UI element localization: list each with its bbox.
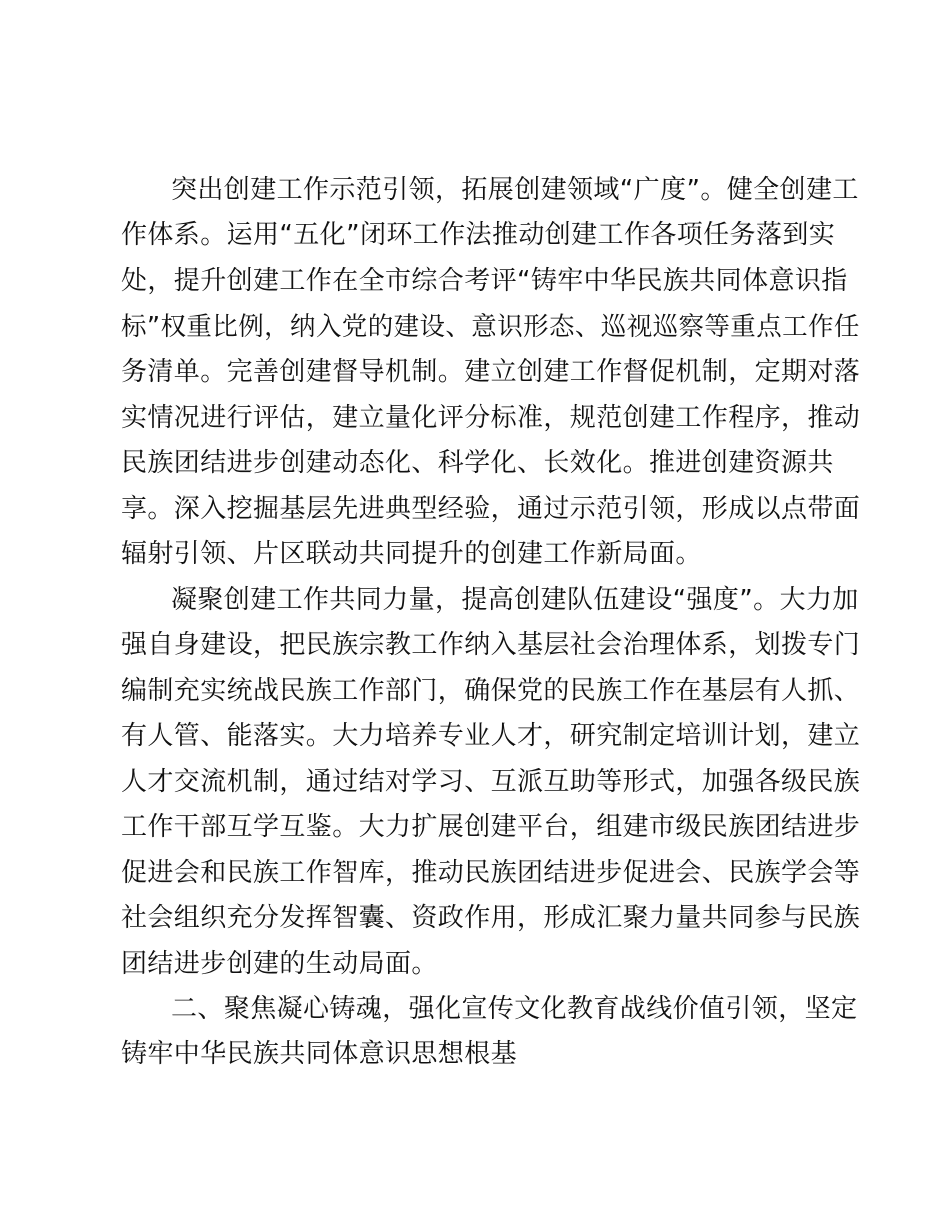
paragraph-line: 作体系。运用“五化”闭环工作法推动创建工作各项任务落到实: [121, 220, 836, 250]
paragraph-line: 社会组织充分发挥智囊、资政作用，形成汇聚力量共同参与民族: [121, 903, 861, 933]
paragraph-line: 务清单。完善创建督导机制。建立创建工作督促机制，定期对落: [121, 357, 861, 387]
paragraph-line: 团结进步创建的生动局面。: [121, 949, 438, 979]
paragraph-line: 强自身建设，把民族宗教工作纳入基层社会治理体系，划拨专门: [121, 630, 861, 660]
heading-line: 铸牢中华民族共同体意识思想根基: [121, 1039, 518, 1069]
paragraph-line: 工作干部互学互鉴。大力扩展创建平台，组建市级民族团结进步: [121, 812, 861, 842]
paragraph-line: 人才交流机制，通过结对学习、互派互助等形式，加强各级民族: [121, 767, 861, 797]
paragraph-line: 突出创建工作示范引领，拓展创建领域“广度”。健全创建工: [171, 175, 859, 205]
paragraph-line: 编制充实统战民族工作部门，确保党的民族工作在基层有人抓、: [121, 676, 861, 706]
paragraph-line: 凝聚创建工作共同力量，提高创建队伍建设“强度”。大力加: [171, 585, 859, 615]
paragraph-line: 有人管、能落实。大力培养专业人才，研究制定培训计划，建立: [121, 721, 861, 751]
paragraph-line: 实情况进行评估，建立量化评分标准，规范创建工作程序，推动: [121, 403, 861, 433]
heading-line: 二、聚焦凝心铸魂，强化宣传文化教育战线价值引领，坚定: [171, 994, 858, 1024]
paragraph-line: 辐射引领、片区联动共同提升的创建工作新局面。: [121, 539, 702, 569]
paragraph-line: 标”权重比例，纳入党的建设、意识形态、巡视巡察等重点工作任: [121, 312, 860, 342]
paragraph-line: 享。深入挖掘基层先进典型经验，通过示范引领，形成以点带面: [121, 494, 861, 524]
paragraph-line: 处，提升创建工作在全市综合考评“铸牢中华民族共同体意识指: [121, 266, 848, 296]
paragraph-line: 促进会和民族工作智库，推动民族团结进步促进会、民族学会等: [121, 858, 861, 888]
paragraph-line: 民族团结进步创建动态化、科学化、长效化。推进创建资源共: [121, 448, 834, 478]
